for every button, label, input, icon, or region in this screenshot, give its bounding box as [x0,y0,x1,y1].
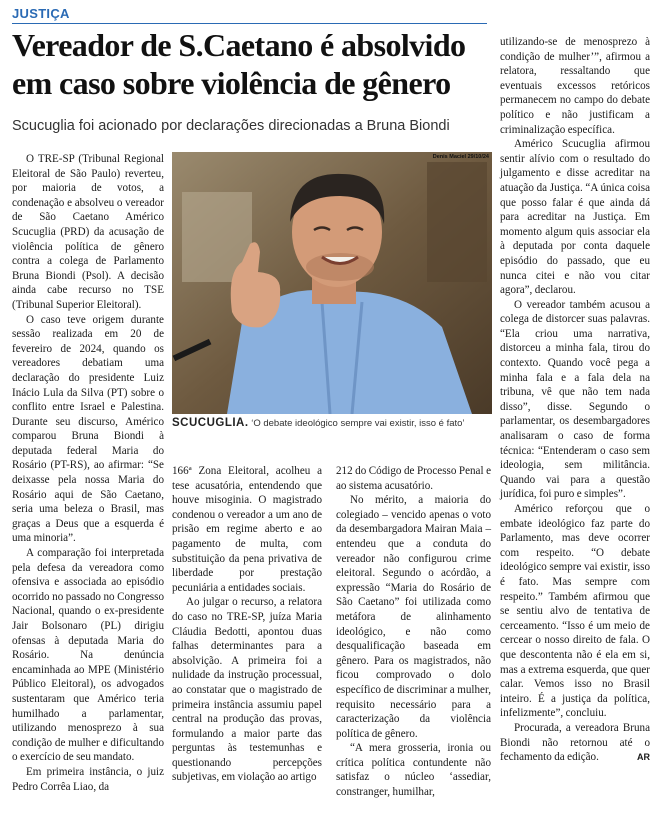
paragraph: No mérito, a maioria do colegiado – vencido apenas o voto da desembargadora Mairan Maia – entendeu que a conduta do vereador não configurou crime eleitoral. Segundo o acórdão, a expressão “Maria do Rosário de São Caetano” foi utilizada como metáfora de alinhamento ideológico, e não como desqualificação baseada em gênero. Para os magistrados, não ficou comprovado o dolo específico de discriminar a mulher, requisito necessário para a caracterização da violência política de gênero. [336,494,491,740]
paragraph: Américo reforçou que o embate ideológico faz parte do Parlamento, mas deve ocorrer com respeito. “O debate ideológico sempre vai existir, isso é fato. Mas sempre com respeito.” Também afirmou que se sentiu alvo de tentativa de cerceamento. “Isso é um meio de cercear o nosso direito de fala. O que descontenta não é ela em si, mas a extrema esquerda, que quer calar. Vemos isso no Brasil inteiro. É a justiça da política, infelizmente”, concluiu. [500,503,650,720]
paragraph: utilizando-se de menosprezo à condição de mulher’”, afirmou a relatora, ressaltando que eventuais excessos retóricos permanecem no campo do debate político e não justificam a criminalização específica. [500,36,650,136]
blurred-screen [427,162,487,282]
deck-subtitle: Scucuglia foi acionado por declarações direcionadas a Bruna Biondi [12,118,450,134]
paragraph: 166ª Zona Eleitoral, acolheu a tese acusatória, entendendo que houve misoginia. O magistrado condenou o vereador a um ano de prisão em regime aberto e ao pagamento de multa, com substituição da pena privativa de liberdade por prestação pecuniária a entidades sociais. [172,465,322,594]
article-column-3 [336,464,491,800]
photo-caption [172,417,492,429]
article-column-2 [172,464,322,785]
paragraph-last [500,721,650,765]
paragraph: O caso teve origem durante sessão realizada em 20 de fevereiro de 2024, quando os vereadores debatiam uma declaração do presidente Luiz Inácio Lula da Silva (PT) sobre o conflito entre Israel e Palestina. Durante seu discurso, Américo comparou Bruna Biondi à deputada federal Maria do Rosário (PT-RS), ao afirmar: “Se deixasse pela nossa Maria do Rosário aqui de São Caetano, seria uma beleza o Brasil, mas graças a Deus que a esquerda é uma minoria”. [12,313,164,545]
news-photo [172,152,492,414]
caption-label: SCUCUGLIA. [172,417,249,429]
section-label: JUSTIÇA [12,6,70,21]
article-column-4 [500,35,650,765]
paragraph: A comparação foi interpretada pela defesa da vereadora como ofensiva e associada ao episódio ocorrido no passado no Congresso Nacional, quando o ex-presidente Jair Bolsonaro (PL) dirigiu ofensas à deputada Maria do Rosário. Na denúncia encaminhada ao MPE (Ministério Público Eleitoral), os advogados sustentaram que Américo teria humilhado a parlamentar, utilizando menosprezo à sua condição de mulher e dificultando o exercício de seu mandato. [12,547,164,764]
section-rule [12,23,487,24]
paragraph: Em primeira instância, o juiz Pedro Corrêa Liao, da [12,765,164,793]
article-column-1 [12,152,164,794]
paragraph: O TRE-SP (Tribunal Regional Eleitoral de São Paulo) reverteu, por maioria de votos, a condenação e absolveu o vereador de São Caetano Américo Scucuglia (PRD) da acusação de violência política de gênero contra a colega de Parlamento Bruna Biondi (Psol). A decisão ainda cabe recurso no TSE (Tribunal Superior Eleitoral). [12,153,164,311]
headline: Vereador de S.Caetano é absolvido em caso sobre violência de gênero [12,27,466,101]
caption-text: ‘O debate ideológico sempre vai existir, isso é fato’ [251,418,465,429]
paragraph: “A mera grosseria, ironia ou crítica política contundente não satisfaz o núcleo ‘assediar, constranger, humilhar, [336,742,491,799]
paragraph: O vereador também acusou a colega de distorcer suas palavras. “Ela criou uma narrativa, distorceu a minha fala, tirou do contexto. Quando você pega a minha fala e a fala dela na tribuna, vê que não tem nada disso”, disse. Segundo o parlamentar, os desembargadores analisaram o caso de forma técnica: “Entenderam o caso sem ideologia, sem militância. Quando vai para a questão jurídica, foi puro e simples”. [500,298,650,501]
author-signature: AR [637,752,650,763]
paragraph: 212 do Código de Processo Penal e ao sistema acusatório. [336,465,491,492]
photo-credit: Denis Maciel 29/10/24 [432,154,489,160]
paragraph: Américo Scucuglia afirmou sentir alívio com o resultado do julgamento e disse acreditar na atuação da Justiça. “A única coisa que posso falar é que ainda dá para acreditar na Justiça. Em momento algum quis associar ela à deputada por conta daquele episódio do passado, que eu nunca citei e não vou citar agora”, declarou. [500,138,650,297]
paragraph: Ao julgar o recurso, a relatora do caso no TRE-SP, juíza Maria Cláudia Bedotti, apontou duas falhas determinantes para a absolvição. A primeira foi a nulidade da instrução processual, ao constatar que o magistrado de primeira instância assumiu papel central na produção das provas, formulando a maior parte das perguntas às testemunhas e questionando percepções subjetivas, em violação ao artigo [172,596,322,784]
paragraph-text: Procurada, a vereadora Bruna Biondi não retornou até o fechamento da edição. [500,721,650,764]
photo-illustration [172,152,492,414]
